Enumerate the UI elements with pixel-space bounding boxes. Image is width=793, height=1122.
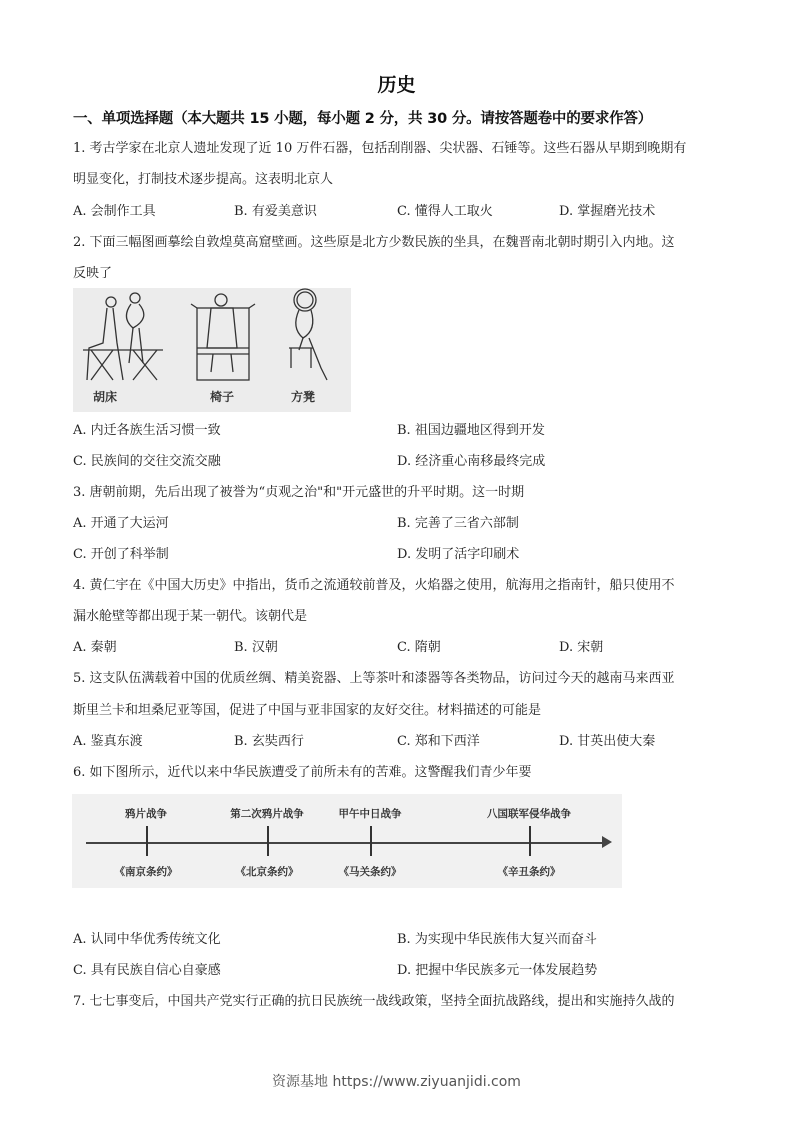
question-2-line-1: 2. 下面三幅图画摹绘自敦煌莫高窟壁画。这些原是北方少数民族的坐具，在魏晋南北朝时期引入内地。这 (73, 235, 675, 250)
q1-option-d: D. 掌握磨光技术 (559, 204, 656, 219)
q4-option-c: C. 隋朝 (397, 640, 441, 655)
timeline-event: 第二次鸦片战争 (230, 808, 304, 820)
mural-sketch-icon (73, 288, 351, 388)
q1-option-b: B. 有爱美意识 (234, 204, 317, 219)
question-4-line-2: 漏水舱壁等都出现于某一朝代。该朝代是 (73, 609, 308, 624)
q2-option-b: B. 祖国边疆地区得到开发 (397, 423, 545, 438)
question-5-line-1: 5. 这支队伍满载着中国的优质丝绸、精美瓷器、上等茶叶和漆器等各类物品，访问过今天的越南马来西亚 (73, 671, 675, 686)
figure-label-hu-bed: 胡床 (93, 390, 118, 404)
question-7-line-1: 7. 七七事变后，中国共产党实行正确的抗日民族统一战线政策，坚持全面抗战路线，提出和实施持久战的 (73, 994, 675, 1009)
timeline-axis (86, 842, 606, 844)
arrow-right-icon (602, 836, 612, 848)
timeline-tick (370, 826, 372, 856)
timeline-tick (146, 826, 148, 856)
q4-option-d: D. 宋朝 (559, 640, 604, 655)
question-1-line-1: 1. 考古学家在北京人遗址发现了近 10 万件石器，包括刮削器、尖状器、石锤等。这些石器从早期到晚期有 (73, 141, 687, 156)
q4-option-a: A. 秦朝 (73, 640, 117, 655)
q6-option-b: B. 为实现中华民族伟大复兴而奋斗 (397, 932, 597, 947)
q1-option-c: C. 懂得人工取火 (397, 204, 493, 219)
q1-option-a: A. 会制作工具 (73, 204, 156, 219)
question-4-line-1: 4. 黄仁宇在《中国大历史》中指出，货币之流通较前普及，火焰器之使用，航海用之指南针，船只使用不 (73, 578, 675, 593)
timeline-treaty: 《辛丑条约》 (497, 866, 561, 878)
q3-option-d: D. 发明了活字印刷术 (397, 547, 520, 562)
question-2-line-2: 反映了 (73, 266, 113, 281)
timeline-event: 甲午中日战争 (338, 808, 402, 820)
q5-option-d: D. 甘英出使大秦 (559, 734, 656, 749)
question-6-line-1: 6. 如下图所示，近代以来中华民族遭受了前所未有的苦难。这警醒我们青少年要 (73, 765, 532, 780)
figure-label-chair: 椅子 (210, 390, 235, 404)
question-1-line-2: 明显变化，打制技术逐步提高。这表明北京人 (73, 172, 334, 187)
q2-option-c: C. 民族间的交往交流交融 (73, 454, 221, 469)
q5-option-b: B. 玄奘西行 (234, 734, 304, 749)
section-heading: 一、单项选择题（本大题共 15 小题，每小题 2 分，共 30 分。请按答题卷中的要求作答） (73, 111, 653, 127)
dunhuang-seating-figure (73, 288, 351, 412)
q2-option-d: D. 经济重心南移最终完成 (397, 454, 546, 469)
timeline-treaty: 《南京条约》 (114, 866, 178, 878)
q5-option-a: A. 鉴真东渡 (73, 734, 143, 749)
q4-option-b: B. 汉朝 (234, 640, 278, 655)
timeline-treaty: 《北京条约》 (235, 866, 299, 878)
timeline-event: 八国联军侵华战争 (487, 808, 571, 820)
q3-option-c: C. 开创了科举制 (73, 547, 169, 562)
modern-history-timeline (72, 794, 622, 888)
timeline-tick (267, 826, 269, 856)
timeline-event: 鸦片战争 (125, 808, 167, 820)
q6-option-c: C. 具有民族自信心自豪感 (73, 963, 221, 978)
q3-option-a: A. 开通了大运河 (73, 516, 169, 531)
page-title: 历史 (377, 74, 416, 96)
timeline-tick (529, 826, 531, 856)
question-5-line-2: 斯里兰卡和坦桑尼亚等国，促进了中国与亚非国家的友好交往。材料描述的可能是 (73, 703, 542, 718)
timeline-treaty: 《马关条约》 (338, 866, 402, 878)
q6-option-a: A. 认同中华优秀传统文化 (73, 932, 221, 947)
q5-option-c: C. 郑和下西洋 (397, 734, 480, 749)
q3-option-b: B. 完善了三省六部制 (397, 516, 519, 531)
figure-label-stool: 方凳 (291, 390, 316, 404)
question-3-line-1: 3. 唐朝前期，先后出现了被誉为“贞观之治"和"开元盛世的升平时期。这一时期 (73, 485, 525, 500)
footer-watermark: 资源基地 https://www.ziyuanjidi.com (272, 1074, 521, 1090)
q2-option-a: A. 内迁各族生活习惯一致 (73, 423, 221, 438)
q6-option-d: D. 把握中华民族多元一体发展趋势 (397, 963, 598, 978)
